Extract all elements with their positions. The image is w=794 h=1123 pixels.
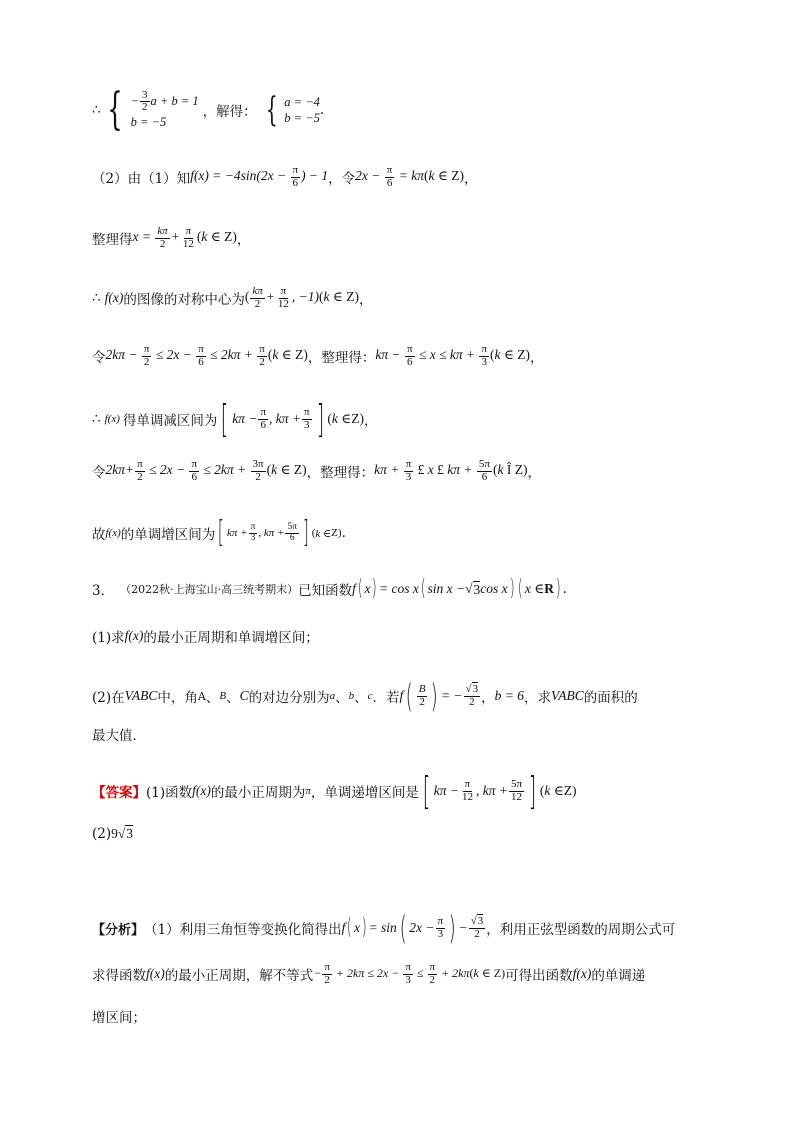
- answer-label: 【答案】: [92, 785, 146, 801]
- question-number: 3．: [92, 583, 115, 599]
- decrease-inequality: 2kπ − $\frac{\pi}{2}$ ≤ 2x − $\frac{\pi}{6}$ ≤ 2kπ + $\frac{\pi}{2}$ (k ∈ Z): [105, 343, 308, 368]
- simplified-function: f ( x ) = sin ( 2x − $\frac{\pi}{3}$ ) − $\frac{√3}{2}$: [341, 909, 484, 947]
- solution-row-1: a = −4: [284, 94, 320, 109]
- solution-row-2: b = −5: [284, 111, 320, 125]
- equation-system: { − $\frac{3}{2}$ a + b = 1 b = −5: [106, 84, 199, 135]
- therefore-symbol: ∴: [92, 102, 101, 118]
- increase-inequality-line: 令 2kπ+ $\frac{\pi}{2}$ ≤ 2x − $\frac{\pi}{6}$ ≤ 2kπ + $\frac{3\pi}{2}$ (k ∈ Z) ，整理得： kπ + $\frac{\pi}{3}$ £ x £ kπ + $\frac{5\pi}{6}$ (k Î Z) ，: [92, 458, 541, 483]
- decrease-interval: [ kπ − $\frac{\pi}{6}$ , kπ + $\frac{\pi}{3}$ ] ( k ∈ Z ): [221, 397, 365, 441]
- decrease-interval-line: ∴ f(x) 得单调减区间为 [ kπ − $\frac{\pi}{6}$ , kπ + $\frac{\pi}{3}$ ] ( k ∈ Z ) ，: [92, 397, 378, 441]
- increase-inequality: 2kπ+ $\frac{\pi}{2}$ ≤ 2x − $\frac{\pi}{6}$ ≤ 2kπ + $\frac{3\pi}{2}$ (k ∈ Z): [105, 458, 307, 483]
- increase-result: kπ + $\frac{\pi}{3}$ £ x £ kπ + $\frac{5\pi}{6}$ (k Î Z): [374, 458, 528, 483]
- answer-part-2: (2) 9√3: [92, 826, 134, 842]
- solve-text: ，解得：: [202, 104, 257, 120]
- analysis-line-2: 求得函数 f(x) 的最小正周期，解不等式 − $\frac{\pi}{2}$ + 2kπ ≤ 2x − $\frac{\pi}{3}$ ≤ $\frac{\pi}{2}$ + 2kπ(k ∈ Z) 可得出函数 f(x) 的单调递: [92, 961, 646, 986]
- question-3-part-2: (2)在 VABC 中，角 A 、 B 、 C 的对边分别为 a 、 b 、 c ．若 f ( $\frac{B}{2}$ ) = − $\frac{√3}{2}$ ， b = 6 ，求 VABC 的面积的: [92, 677, 638, 715]
- solution-system-line: ∴ { − $\frac{3}{2}$ a + b = 1 b = −5 ，解得： { a = −4 b = −5 .: [92, 84, 325, 135]
- question-3-part-2-cont: 最大值．: [92, 728, 146, 744]
- simplify-line: 整理得 x = $\frac{k\pi}{2}$ + $\frac{\pi}{12}$ (k ∈ Z) ，: [92, 225, 251, 250]
- answer-line: 【答案】 (1)函数 f(x) 的最小正周期为 π ，单调递增区间是 [ kπ − $\frac{\pi}{12}$ , kπ + $\frac{5\pi}{12}$ ] ( k ∈ Z ): [92, 769, 577, 813]
- question-3-part-1: (1)求 f(x) 的最小正周期和单调增区间；: [92, 628, 319, 646]
- decrease-inequality-line: 令 2kπ − $\frac{\pi}{2}$ ≤ 2x − $\frac{\pi}{6}$ ≤ 2kπ + $\frac{\pi}{2}$ (k ∈ Z) ，整理得： kπ − $\frac{\pi}{6}$ ≤ x ≤ kπ + $\frac{\pi}{3}$ (k ∈ Z) ，: [92, 343, 544, 368]
- answer-interval: [ kπ − $\frac{\pi}{12}$ , kπ + $\frac{5\pi}{12}$ ] ( k ∈ Z ): [422, 769, 577, 813]
- decrease-result: kπ − $\frac{\pi}{6}$ ≤ x ≤ kπ + $\frac{\pi}{3}$ (k ∈ Z): [375, 343, 531, 368]
- solution-system: { a = −4 b = −5: [265, 90, 320, 130]
- analysis-inequality: − $\frac{\pi}{2}$ + 2kπ ≤ 2x − $\frac{\pi}{3}$ ≤ $\frac{\pi}{2}$ + 2kπ(k ∈ Z): [313, 961, 506, 986]
- increase-interval-line: 故 f(x) 的单调增区间为 [ kπ + $\frac{\pi}{3}$ , kπ + $\frac{5\pi}{6}$ ] ( k ∈ Z ) .: [92, 515, 346, 550]
- max-area-value: 9√3: [111, 826, 134, 841]
- symmetry-center-line: ∴ f(x) 的图像的对称中心为 ( $\frac{k\pi}{2}$ + $\frac{\pi}{12}$ , −1)(k ∈ Z) ，: [92, 285, 373, 310]
- x-expression: x = $\frac{k\pi}{2}$ + $\frac{\pi}{12}$ (k ∈ Z): [132, 225, 237, 250]
- analysis-label: 【分析】: [92, 922, 145, 938]
- question-source: （2022秋·上海宝山·高三统考期末）: [120, 583, 299, 596]
- system-row-2: b = −5: [130, 114, 167, 129]
- symmetry-center: ( $\frac{k\pi}{2}$ + $\frac{\pi}{12}$ , −1)(k ∈ Z): [244, 285, 359, 310]
- increase-interval: [ kπ + $\frac{\pi}{3}$ , kπ + $\frac{5\pi}{6}$ ] ( k ∈ Z ): [218, 515, 342, 550]
- question-function: f ( x ) = cos x ( sin x − √ 3 cos x ) ( x ∈ R ): [352, 576, 561, 601]
- system-row-1: − $\frac{3}{2}$ a + b = 1: [130, 88, 199, 114]
- question-3: 3． （2022秋·上海宝山·高三统考期末） 已知函数 f ( x ) = cos x ( sin x − √ 3 cos x ) ( x ∈ R ) .: [92, 576, 567, 601]
- part2-line: （2）由（1）知 f(x) = −4sin(2x − $\frac{\pi}{6}$ ) − 1 ，令 2x − $\frac{\pi}{6}$ = kπ(k ∈ Z) ，: [92, 164, 478, 189]
- condition-expression: f ( $\frac{B}{2}$ ) = − $\frac{√3}{2}$: [399, 677, 479, 715]
- analysis-line: 【分析】 （1）利用三角恒等变换化简得出 f ( x ) = sin ( 2x − $\frac{\pi}{3}$ ) − $\frac{√3}{2}$ ，利用正弦型函数的周期公式可: [92, 909, 676, 947]
- function-expression: f(x) = −4sin(2x − $\frac{\pi}{6}$ ) − 1: [190, 164, 329, 189]
- analysis-line-3: 增区间；: [92, 1010, 146, 1026]
- center-equation: 2x − $\frac{\pi}{6}$ = kπ(k ∈ Z): [355, 164, 464, 189]
